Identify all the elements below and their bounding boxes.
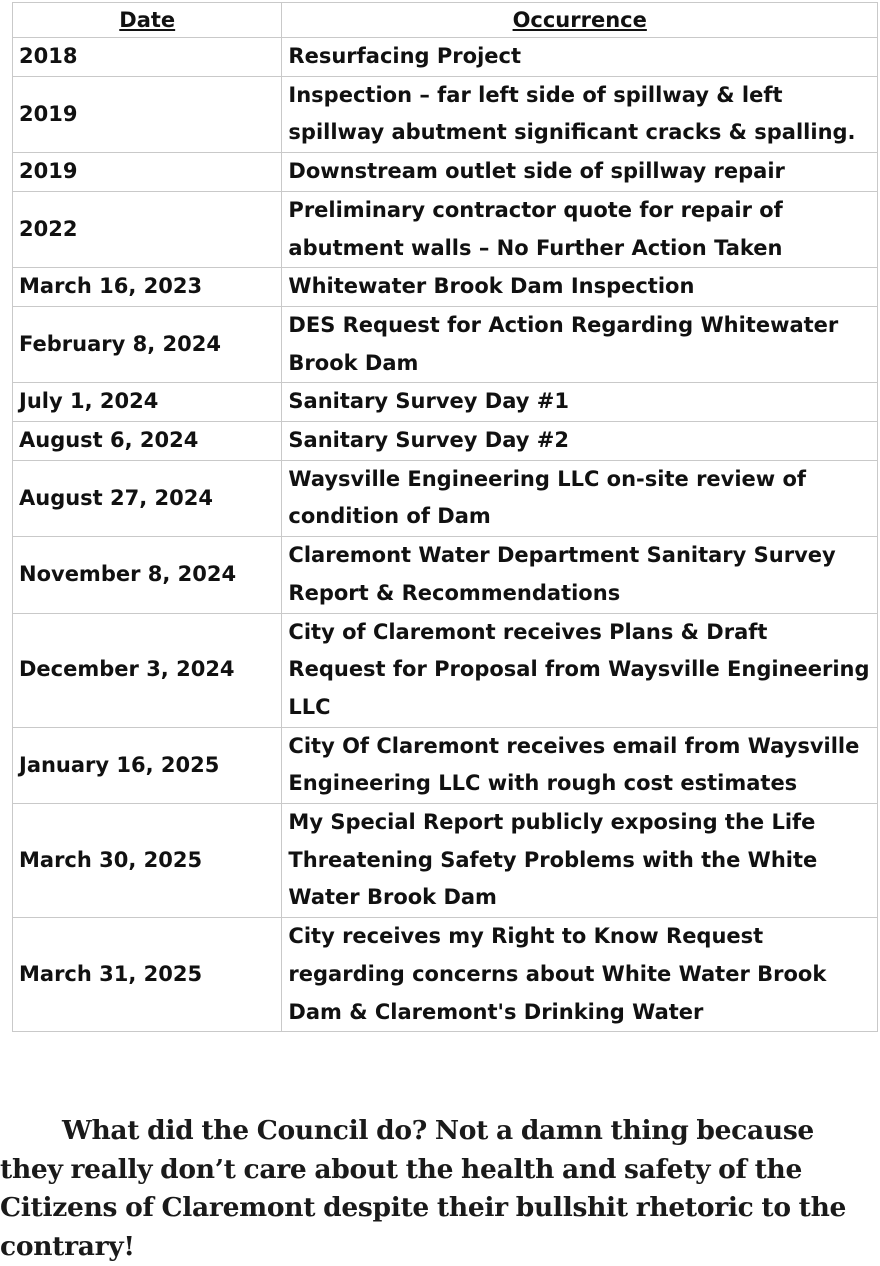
table-row [13, 537, 878, 613]
commentary-paragraph: What did the Council do? Not a damn thing because they really don’t care about the health and safety of the Citizens of Claremont despite their bullshit rhetoric to the contrary! [0, 1115, 847, 1262]
date-cell: November 8, 2024 [13, 537, 282, 613]
date-cell: 2019 [13, 153, 282, 192]
table-row [13, 613, 878, 727]
date-cell: August 27, 2024 [13, 460, 282, 536]
table-row [13, 383, 878, 422]
timeline-table [12, 2, 878, 1032]
table-row [13, 38, 878, 77]
occurrence-cell: Inspection – far left side of spillway & left spillway abutment significant cracks & spalling. [282, 76, 878, 152]
table-row [13, 268, 878, 307]
occurrence-cell: DES Request for Action Regarding Whitewater Brook Dam [282, 306, 878, 382]
occurrence-cell: My Special Report publicly exposing the Life Threatening Safety Problems with the White Water Brook Dam [282, 804, 878, 918]
table-row [13, 804, 878, 918]
occurrence-cell: City of Claremont receives Plans & Draft Request for Proposal from Waysville Engineering LLC [282, 613, 878, 727]
date-cell: February 8, 2024 [13, 306, 282, 382]
occurrence-column-header: Occurrence [282, 3, 878, 38]
date-cell: August 6, 2024 [13, 422, 282, 461]
occurrence-cell: Whitewater Brook Dam Inspection [282, 268, 878, 307]
date-cell: March 16, 2023 [13, 268, 282, 307]
date-cell: March 30, 2025 [13, 804, 282, 918]
table-row [13, 422, 878, 461]
table-row [13, 306, 878, 382]
occurrence-cell: Claremont Water Department Sanitary Survey Report & Recommendations [282, 537, 878, 613]
date-cell: July 1, 2024 [13, 383, 282, 422]
occurrence-cell: Sanitary Survey Day #2 [282, 422, 878, 461]
occurrence-cell: Preliminary contractor quote for repair of abutment walls – No Further Action Taken [282, 191, 878, 267]
occurrence-cell: Downstream outlet side of spillway repair [282, 153, 878, 192]
date-cell: December 3, 2024 [13, 613, 282, 727]
occurrence-cell: City receives my Right to Know Request regarding concerns about White Water Brook Dam & Claremont's Drinking Water [282, 918, 878, 1032]
header-row [13, 3, 878, 38]
date-column-header: Date [13, 3, 282, 38]
table-row [13, 76, 878, 152]
table-row [13, 460, 878, 536]
date-cell: 2018 [13, 38, 282, 77]
date-cell: 2022 [13, 191, 282, 267]
table-row [13, 153, 878, 192]
occurrence-cell: City Of Claremont receives email from Waysville Engineering LLC with rough cost estimates [282, 727, 878, 803]
date-cell: 2019 [13, 76, 282, 152]
table-row [13, 191, 878, 267]
table-row [13, 918, 878, 1032]
table-row [13, 727, 878, 803]
date-cell: January 16, 2025 [13, 727, 282, 803]
date-cell: March 31, 2025 [13, 918, 282, 1032]
occurrence-cell: Resurfacing Project [282, 38, 878, 77]
occurrence-cell: Waysville Engineering LLC on-site review of condition of Dam [282, 460, 878, 536]
occurrence-cell: Sanitary Survey Day #1 [282, 383, 878, 422]
